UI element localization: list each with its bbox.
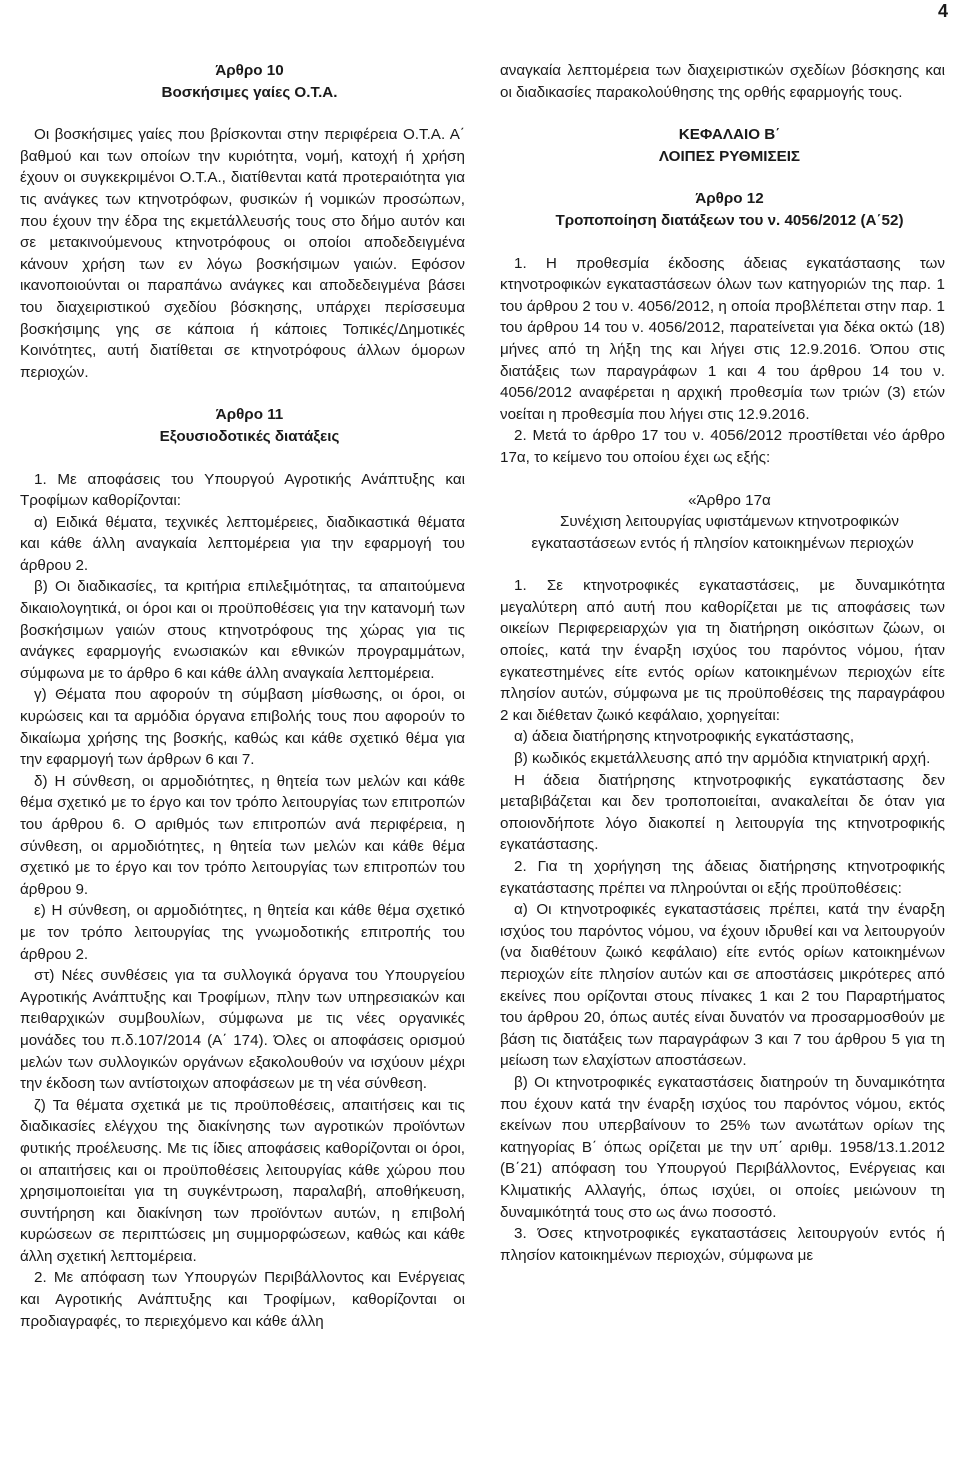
article-12-subtitle: Τροποποίηση διατάξεων του ν. 4056/2012 (Α΄52) [555,211,904,229]
article-11-item-b: β) Οι διαδικασίες, τα κριτήρια επιλεξιμότητας, τα απαιτούμενα δικαιολογητικά, οι όροι και οι προϋποθέσεις για την κατανομή των βοσκήσιμων γαιών στους κτηνοτρόφους της χώρας για τις ανάγκες εφαρμογής ενωσιακών και εθνικών προγραμμάτων, σύμφωνα με το άρθρο 6 και κάθε άλλη αναγκαία λεπτομέρεια. [20,578,465,682]
article-11-item-z: ζ) Τα θέματα σχετικά με τις προϋποθέσεις, απαιτήσεις και τις διαδικασίες ελέγχου της διακίνησης των αγροτικών προϊόντων φυτικής προέλευσης. Με τις ίδιες αποφάσεις καθορίζονται οι όροι, οι απαιτήσεις και οι προϋποθέσεις λειτουργίας κάθε χώρου που χρησιμοποιείται για τη συγκέντρωση, παραλαβή, αποθήκευση, συντήρηση και διακίνηση των προϊόντων αυτών, η επιβολή κυρώσεων σε περιπτώσεις μη συμμορφώσεων, καθώς και κάθε άλλη σχετική λεπτομέρεια. [20,1096,465,1265]
article-17a-paragraph-1: 1. Σε κτηνοτροφικές εγκαταστάσεις, με δυναμικότητα μεγαλύτερη από αυτή που καθορίζεται με τις αποφάσεις των οικείων Περιφερειαρχών για τη διατήρηση οικόσιτων ζώων, οι οποίες, κατά την έναρξη ισχύος του παρόντος νόμου, ήταν εγκατεστημένες είτε εντός ορίων κατοικημένων περιοχών είτε πλησίον αυτών, σύμφωνα με τις προϋποθέσεις της παραγράφου 2 και διέθεταν ζωικό κεφάλαιο, χορηγείται: [500,577,945,724]
continued-paragraph: αναγκαία λεπτομέρεια των διαχειριστικών σχεδίων βόσκησης και οι διαδικασίες παρακολούθησης της ορθής εφαρμογής τους. [500,62,945,101]
article-17a-item-b: β) κωδικός εκμετάλλευσης από την αρμόδια κτηνιατρική αρχή. [514,750,931,768]
article-10-subtitle: Βοσκήσιμες γαίες Ο.Τ.Α. [161,83,338,101]
article-12-paragraph-1: 1. Η προθεσμία έκδοσης άδειας εγκατάστασης των κτηνοτροφικών εγκαταστάσεων όλων των κατηγοριών της παρ. 1 του άρθρου 2 του ν. 4056/2012, η οποία προβλέπεται στην παρ. 1 του άρθρου 14 του ν. 4056/2012, παρατείνεται για δέκα οκτώ (18) μήνες από τη λήξη της και λήγει στις 12.9.2016. Όπου στις διατάξεις των παραγράφων 1 και 4 του άρθρου 14 του ν. 4056/2012 αναφέρεται η αρχική προθεσμία των τριών (3) ετών νοείται η προθεσμία που λήγει στις 12.9.2016. [500,254,945,423]
article-11-title: Άρθρο 11 [215,406,284,424]
article-11-subtitle: Εξουσιοδοτικές διατάξεις [159,427,340,445]
article-10-paragraph: Οι βοσκήσιμες γαίες που βρίσκονται στην περιφέρεια Ο.Τ.Α. Α΄ βαθμού και των οποίων την κυριότητα, νομή, κατοχή ή χρήση έχουν οι συγκεκριμένοι Ο.Τ.Α., διατίθενται κατά προτεραιότητα για τις ανάγκες των κτηνοτρόφων, φυσικών ή νομικών προσώπων, που έχουν την έδρα της εκμετάλλευσής τους στο δήμο αυτόν και σε μετακινούμενους κτηνοτρόφους οι οποίοι αποδεδειγμένα κάνουν χρήση των εν λόγω βοσκήσιμων γαιών. Εφόσον ικανοποιούνται οι παραπάνω ανάγκες και αποδεδειγμένα βάσει του διαχειριστικού σχεδίου βόσκησης, υπάρχει περίσσευμα βοσκήσιμης γης σε κάποια ή κάποιες Τοπικές/Δημοτικές Κοινότητες, αυτή διατίθεται σε κτηνοτρόφους άλλων όμορων περιοχών. [20,126,465,381]
article-11-paragraph-2: 2. Με απόφαση των Υπουργών Περιβάλλοντος και Ενέργειας και Αγροτικής Ανάπτυξης και Τροφίμων, καθορίζονται οι προδιαγραφές, το περιεχόμενο και κάθε άλλη [20,1269,465,1330]
page-number: 4 [937,1,948,21]
chapter-title: ΚΕΦΑΛΑΙΟ Β΄ [678,126,781,144]
article-17a-item-a: α) άδεια διατήρησης κτηνοτροφικής εγκατάστασης, [514,728,855,746]
article-11-paragraph-1: 1. Με αποφάσεις του Υπουργού Αγροτικής Ανάπτυξης και Τροφίμων καθορίζονται: [20,470,465,510]
article-17a-subtitle: Συνέχιση λειτουργίας υφιστάμενων κτηνοτροφικών εγκαταστάσεων εντός ή πλησίον κατοικημένων περιοχών [531,513,914,552]
article-11-item-d: δ) Η σύνθεση, οι αρμοδιότητες, η θητεία των μελών και κάθε θέμα σχετικό με το έργο και τον τρόπο λειτουργίας των επιτροπών του άρθρου 6. Ο αριθμός των επιτροπών ανά περιφέρεια, η σύνθεση, οι αρμοδιότητες, η θητεία των μελών και κάθε θέμα σχετικό με το έργο και τον τρόπο λειτουργίας των επιτροπών του άρθρου 9. [20,772,465,898]
right-column [500,60,945,1266]
article-17a-paragraph-2: 2. Για τη χορήγηση της άδειας διατήρησης κτηνοτροφικής εγκατάστασης πρέπει να πληρούνται οι εξής προϋποθέσεις: [500,858,945,897]
left-column [20,60,465,1332]
article-11-item-c: γ) Θέματα που αφορούν τη σύμβαση μίσθωσης, οι όροι, οι κυρώσεις και τα αρμόδια όργανα επιβολής τους που αφορούν το δικαίωμα χρήσης της βοσκής, καθώς και κάθε σχετικό θέμα για την εφαρμογή των άρθρων 6 και 7. [20,686,465,769]
article-10-title: Άρθρο 10 [215,62,284,79]
article-11-item-a: α) Ειδικά θέματα, τεχνικές λεπτομέρειες, διαδικαστικά θέματα και κάθε άλλη αναγκαία λεπτομέρεια για την εφαρμογή του άρθρου 2. [20,513,465,574]
article-17a-title: «Άρθρο 17α [688,491,771,509]
article-17a-item-2b: β) Οι κτηνοτροφικές εγκαταστάσεις διατηρούν τη δυναμικότητα που έχουν κατά την έναρξη ισχύος του παρόντος νόμου, εκτός εκείνων που υπερβαίνουν το 25% των ανωτάτων ορίων της κατηγορίας Β΄ όπως ορίζεται με την υπ΄ αριθμ. 1958/13.1.2012 (Β΄21) απόφαση του Υπουργού Περιβάλλοντος, Ενέργειας και Κλιματικής Αλλαγής, όπως ισχύει, οι οποίες μειώνουν τη δυναμικότητά τους στο ως άνω ποσοστό. [500,1073,945,1221]
article-12-paragraph-2: 2. Μετά το άρθρο 17 του ν. 4056/2012 προστίθεται νέο άρθρο 17α, το κείμενο του οποίου έχει ως εξής: [500,427,945,466]
chapter-subtitle: ΛΟΙΠΕΣ ΡΥΘΜΙΣΕΙΣ [658,147,801,165]
article-11-item-e: ε) Η σύνθεση, οι αρμοδιότητες, η θητεία και κάθε θέμα σχετικό με τον τρόπο λειτουργίας της γνωμοδοτικής επιτροπής του άρθρου 2. [20,902,465,963]
article-11-item-st: στ) Νέες συνθέσεις για τα συλλογικά όργανα του Υπουργείου Αγροτικής Ανάπτυξης και Τροφίμων, πλην των υπηρεσιακών και πειθαρχικών συμβουλίων, σύμφωνα με τις νέες οργανικές μονάδες του π.δ.107/2014 (Α΄ 174). Όλες οι αποφάσεις ορισμού μελών των συλλογικών οργάνων εξακολουθούν να ισχύουν μέχρι την έκδοση των αντίστοιχων αποφάσεων με τη νέα σύνθεση. [20,967,465,1093]
article-17a-item-2a: α) Οι κτηνοτροφικές εγκαταστάσεις πρέπει, κατά την έναρξη ισχύος του παρόντος νόμου, να έχουν ιδρυθεί και να λειτουργούν (να διαθέτουν ζωικό κεφάλαιο) είτε εντός ορίων κατοικημένων περιοχών είτε πλησίον αυτών και σε αποστάσεις μικρότερες από εκείνες που ορίζονται στους πίνακες 1 και 2 του Παραρτήματος του άρθρου 20, όπως αυτές είναι δυνατόν να προσαρμοσθούν με βάση τις διατάξεις των παραγράφων 3 και 7 του άρθρου 5 για τη μείωση των ελαχίστων αποστάσεων. [500,901,945,1070]
article-17a-paragraph-1b: Η άδεια διατήρησης κτηνοτροφικής εγκατάστασης δεν μεταβιβάζεται και δεν τροποποιείται, ανακαλείται δε όταν για οποιονδήποτε λόγο διακοπεί η λειτουργία της κτηνοτροφικής εγκατάστασης. [500,771,945,854]
article-17a-paragraph-3: 3. Όσες κτηνοτροφικές εγκαταστάσεις λειτουργούν εντός ή πλησίον κατοικημένων περιοχών, σύμφωνα με [500,1225,945,1264]
article-12-title: Άρθρο 12 [695,190,764,208]
